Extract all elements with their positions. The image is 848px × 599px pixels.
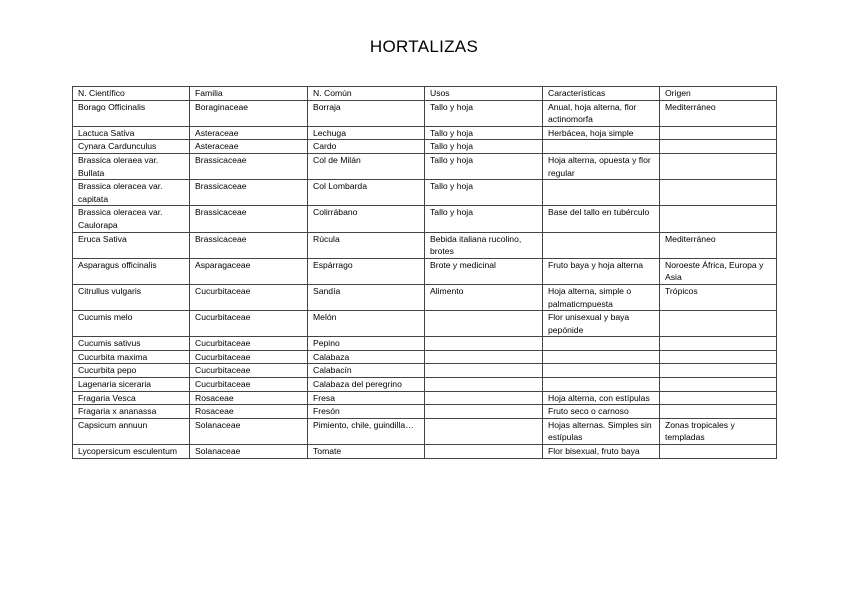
cell-characteristics [543,337,660,351]
cell-common-name: Calabaza [308,350,425,364]
cell-origin [660,350,777,364]
table-row [73,140,777,154]
table-row [73,350,777,364]
table-row [73,126,777,140]
cell-uses: Tallo y hoja [425,140,543,154]
table-row [73,364,777,378]
cell-family: Asteraceae [190,140,308,154]
cell-family: Cucurbitaceae [190,311,308,337]
table-header-row [73,87,777,101]
column-header-characteristics: Características [543,87,660,101]
table-row [73,311,777,337]
cell-common-name: Col Lombarda [308,180,425,206]
cell-common-name: Cardo [308,140,425,154]
cell-family: Asteraceae [190,126,308,140]
cell-common-name: Calabaza del peregrino [308,378,425,392]
cell-common-name: Melón [308,311,425,337]
cell-uses: Tallo y hoja [425,206,543,232]
cell-scientific-name: Cucumis melo [73,311,190,337]
cell-origin [660,311,777,337]
column-header-scientific-name: N. Científico [73,87,190,101]
cell-common-name: Colirrábano [308,206,425,232]
cell-characteristics [543,180,660,206]
cell-characteristics: Hoja alterna, opuesta y flor regular [543,153,660,179]
cell-characteristics: Herbácea, hoja simple [543,126,660,140]
cell-origin [660,206,777,232]
table-row [73,232,777,258]
cell-scientific-name: Cucumis sativus [73,337,190,351]
cell-common-name: Fresón [308,405,425,419]
table-row [73,445,777,459]
cell-family: Brassicaceae [190,180,308,206]
cell-characteristics [543,364,660,378]
column-header-origin: Origen [660,87,777,101]
cell-family: Brassicaceae [190,206,308,232]
cell-uses: Brote y medicinal [425,258,543,284]
cell-family: Brassicaceae [190,232,308,258]
cell-characteristics: Fruto seco o carnoso [543,405,660,419]
cell-characteristics: Base del tallo en tubérculo [543,206,660,232]
cell-family: Rosaceae [190,391,308,405]
cell-scientific-name: Citrullus vulgaris [73,284,190,310]
cell-scientific-name: Cynara Cardunculus [73,140,190,154]
cell-family: Brassicaceae [190,153,308,179]
table-row [73,206,777,232]
cell-origin [660,140,777,154]
cell-scientific-name: Brassica oleracea var. Caulorapa [73,206,190,232]
cell-common-name: Rúcula [308,232,425,258]
cell-uses [425,350,543,364]
table-body [73,100,777,458]
cell-origin [660,378,777,392]
cell-characteristics [543,232,660,258]
cell-common-name: Sandía [308,284,425,310]
cell-uses [425,391,543,405]
cell-scientific-name: Fragaria Vesca [73,391,190,405]
cell-scientific-name: Eruca Sativa [73,232,190,258]
cell-origin: Mediterráneo [660,100,777,126]
cell-family: Boraginaceae [190,100,308,126]
cell-characteristics: Hoja alterna, con estípulas [543,391,660,405]
cell-uses [425,445,543,459]
table-row [73,391,777,405]
cell-scientific-name: Fragaria x ananassa [73,405,190,419]
cell-scientific-name: Asparagus officinalis [73,258,190,284]
cell-common-name: Lechuga [308,126,425,140]
cell-scientific-name: Lagenaria siceraria [73,378,190,392]
cell-uses: Alimento [425,284,543,310]
cell-origin [660,153,777,179]
cell-origin: Mediterráneo [660,232,777,258]
cell-origin [660,405,777,419]
column-header-family: Familia [190,87,308,101]
cell-characteristics [543,140,660,154]
cell-characteristics [543,378,660,392]
cell-family: Solanaceae [190,445,308,459]
cell-family: Cucurbitaceae [190,284,308,310]
table-row [73,337,777,351]
cell-family: Cucurbitaceae [190,364,308,378]
cell-origin: Noroeste África, Europa y Asia [660,258,777,284]
cell-common-name: Espárrago [308,258,425,284]
cell-characteristics: Hoja alterna, simple o palmaticmpuesta [543,284,660,310]
vegetables-table [72,86,777,459]
cell-uses [425,311,543,337]
cell-scientific-name: Cucurbita pepo [73,364,190,378]
cell-characteristics [543,350,660,364]
cell-origin [660,337,777,351]
cell-origin [660,391,777,405]
cell-family: Cucurbitaceae [190,350,308,364]
cell-common-name: Fresa [308,391,425,405]
cell-origin [660,445,777,459]
cell-scientific-name: Borago Officinalis [73,100,190,126]
cell-origin [660,126,777,140]
cell-common-name: Col de Milán [308,153,425,179]
cell-uses: Bebida italiana rucolino, brotes [425,232,543,258]
cell-origin [660,364,777,378]
cell-family: Solanaceae [190,418,308,444]
cell-scientific-name: Brassica oleraea var. Bullata [73,153,190,179]
cell-uses: Tallo y hoja [425,180,543,206]
cell-common-name: Borraja [308,100,425,126]
cell-origin: Zonas tropicales y templadas [660,418,777,444]
cell-characteristics: Flor unisexual y baya pepónide [543,311,660,337]
cell-family: Cucurbitaceae [190,378,308,392]
cell-family: Asparagaceae [190,258,308,284]
page-title: HORTALIZAS [369,37,479,56]
cell-common-name: Pepino [308,337,425,351]
cell-characteristics: Anual, hoja alterna, flor actinomorfa [543,100,660,126]
cell-origin: Trópicos [660,284,777,310]
table-row [73,100,777,126]
cell-family: Cucurbitaceae [190,337,308,351]
cell-common-name: Tomate [308,445,425,459]
cell-common-name: Calabacín [308,364,425,378]
cell-uses [425,418,543,444]
table-row [73,258,777,284]
cell-characteristics: Flor bisexual, fruto baya [543,445,660,459]
table-row [73,378,777,392]
cell-scientific-name: Capsicum annuun [73,418,190,444]
cell-uses [425,378,543,392]
cell-uses: Tallo y hoja [425,100,543,126]
table-row [73,418,777,444]
cell-scientific-name: Cucurbita maxima [73,350,190,364]
cell-family: Rosaceae [190,405,308,419]
cell-characteristics: Fruto baya y hoja alterna [543,258,660,284]
cell-uses [425,405,543,419]
table-row [73,180,777,206]
cell-uses [425,364,543,378]
cell-uses: Tallo y hoja [425,126,543,140]
column-header-uses: Usos [425,87,543,101]
cell-characteristics: Hojas alternas. Simples sin estípulas [543,418,660,444]
cell-uses: Tallo y hoja [425,153,543,179]
cell-scientific-name: Lycopersicum esculentum [73,445,190,459]
column-header-common-name: N. Común [308,87,425,101]
cell-scientific-name: Lactuca Sativa [73,126,190,140]
table-row [73,153,777,179]
cell-uses [425,337,543,351]
cell-origin [660,180,777,206]
cell-scientific-name: Brassica oleracea var. capitata [73,180,190,206]
cell-common-name: Pimiento, chile, guindilla… [308,418,425,444]
table-row [73,284,777,310]
table-row [73,405,777,419]
